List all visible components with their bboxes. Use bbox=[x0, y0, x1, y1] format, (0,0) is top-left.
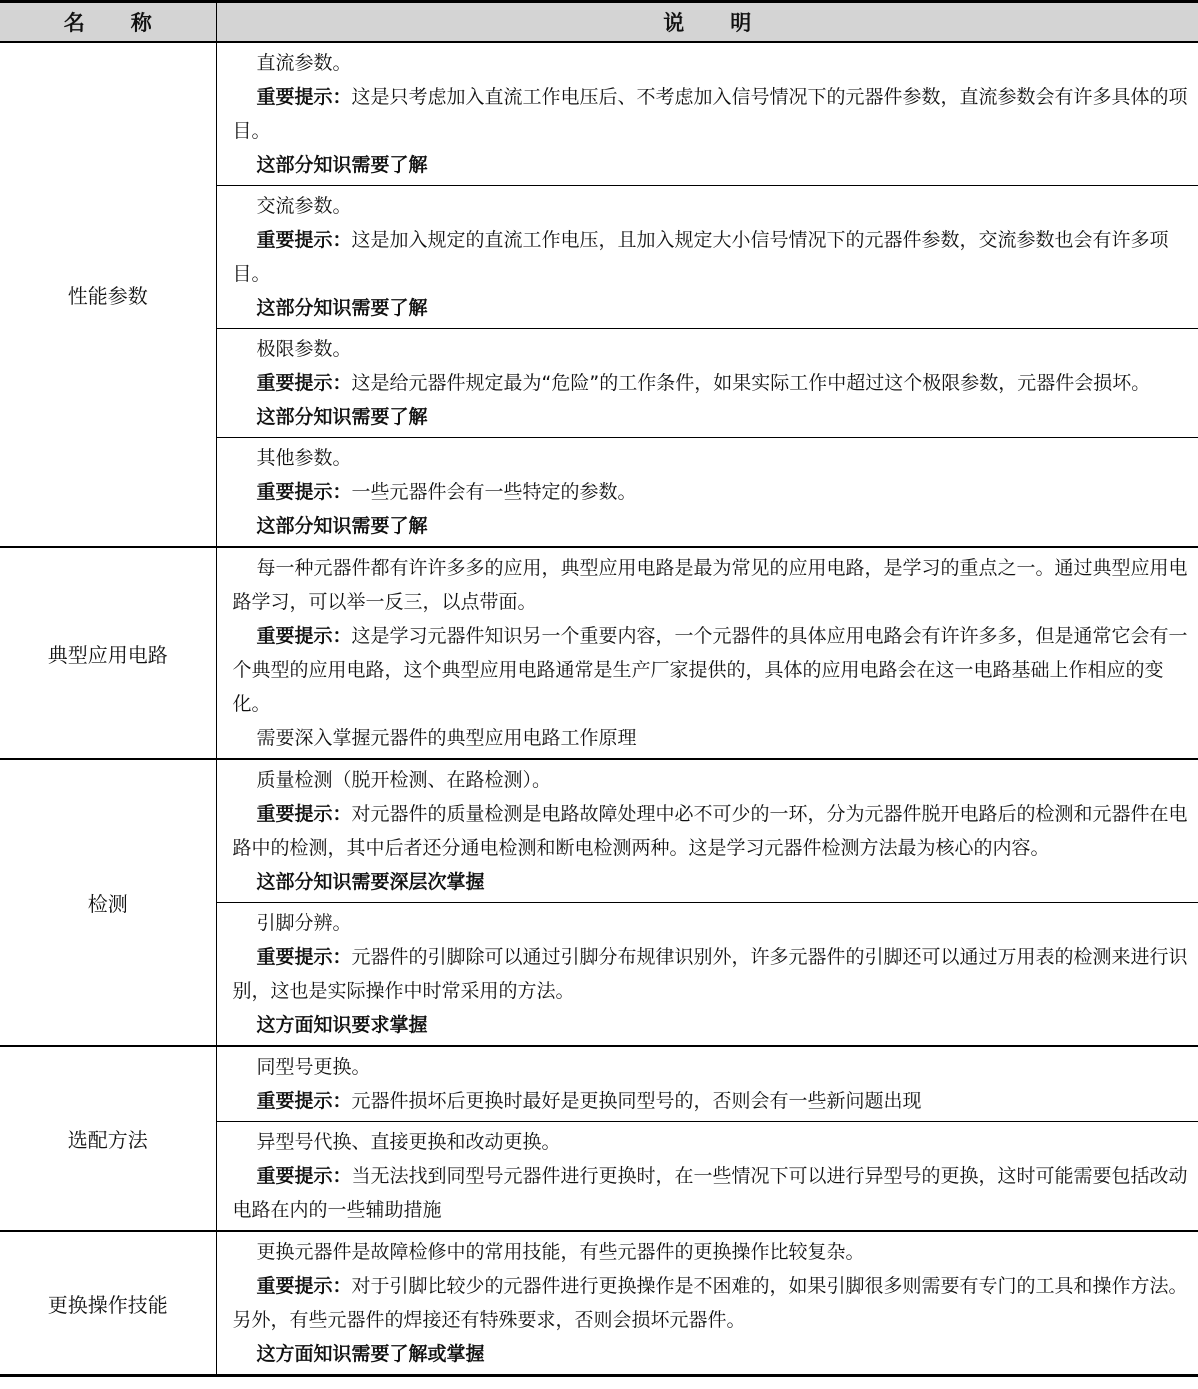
cell-note: 这部分知识需要了解 bbox=[256, 406, 428, 428]
cell-note: 这方面知识需要了解或掌握 bbox=[256, 1343, 485, 1365]
cell-note: 这部分知识需要了解 bbox=[256, 154, 428, 176]
desc-cell bbox=[216, 759, 1198, 903]
hint-text: 对于引脚比较少的元器件进行更换操作是不困难的，如果引脚很多则需要有专门的工具和操作方法。另外，有些元器件的焊接还有特殊要求，否则会损坏元器件。 bbox=[232, 1275, 1188, 1331]
cell-hint bbox=[233, 1084, 1189, 1118]
desc-cell bbox=[216, 547, 1198, 759]
cell-note: 这部分知识需要了解 bbox=[256, 297, 428, 319]
hint-text: 当无法找到同型号元器件进行更换时，在一些情况下可以进行异型号的更换，这时可能需要包括改动电路在内的一些辅助措施 bbox=[232, 1165, 1188, 1221]
cell-note: 这部分知识需要了解 bbox=[256, 515, 428, 537]
hint-label: 重要提示： bbox=[256, 1090, 352, 1112]
hint-text: 这是加入规定的直流工作电压，且加入规定大小信号情况下的元器件参数，交流参数也会有许多项目。 bbox=[232, 229, 1169, 285]
cell-title: 异型号代换、直接更换和改动更换。 bbox=[256, 1131, 561, 1153]
table-row bbox=[0, 759, 1198, 903]
cell-hint bbox=[233, 1159, 1189, 1227]
hint-label: 重要提示： bbox=[256, 1165, 352, 1187]
cell-title: 极限参数。 bbox=[256, 338, 352, 360]
group-name-replacement-skill: 更换操作技能 bbox=[0, 1231, 216, 1376]
table-row bbox=[0, 1046, 1198, 1122]
cell-note: 这方面知识要求掌握 bbox=[256, 1014, 428, 1036]
cell-hint bbox=[233, 1269, 1189, 1337]
cell-hint bbox=[233, 223, 1189, 291]
group-name-selection: 选配方法 bbox=[0, 1046, 216, 1231]
hint-text: 元器件的引脚除可以通过引脚分布规律识别外，许多元器件的引脚还可以通过万用表的检测来进行识别，这也是实际操作中时常采用的方法。 bbox=[232, 946, 1188, 1002]
cell-hint bbox=[233, 80, 1189, 148]
table-row bbox=[0, 1231, 1198, 1376]
cell-title: 交流参数。 bbox=[256, 195, 352, 217]
cell-hint bbox=[233, 797, 1189, 865]
table-row bbox=[0, 42, 1198, 186]
cell-note: 需要深入掌握元器件的典型应用电路工作原理 bbox=[256, 727, 637, 749]
desc-cell bbox=[216, 186, 1198, 329]
cell-title: 直流参数。 bbox=[256, 52, 352, 74]
desc-cell bbox=[216, 1046, 1198, 1122]
cell-title: 其他参数。 bbox=[256, 447, 352, 469]
desc-cell bbox=[216, 1122, 1198, 1232]
hint-label: 重要提示： bbox=[256, 86, 352, 108]
hint-text: 这是给元器件规定最为“危险”的工作条件，如果实际工作中超过这个极限参数，元器件会损坏。 bbox=[351, 372, 1151, 394]
hint-label: 重要提示： bbox=[256, 229, 352, 251]
group-name-performance: 性能参数 bbox=[0, 42, 216, 547]
cell-hint bbox=[233, 366, 1189, 400]
cell-title: 每一种元器件都有许许多多的应用，典型应用电路是最为常见的应用电路，是学习的重点之一。通过典型应用电路学习，可以举一反三，以点带面。 bbox=[232, 557, 1188, 613]
desc-cell bbox=[216, 329, 1198, 438]
header-name: 名称 bbox=[0, 2, 216, 43]
hint-label: 重要提示： bbox=[256, 1275, 352, 1297]
group-name-typical-circuit: 典型应用电路 bbox=[0, 547, 216, 759]
hint-label: 重要提示： bbox=[256, 481, 352, 503]
cell-note: 这部分知识需要深层次掌握 bbox=[256, 871, 485, 893]
desc-cell bbox=[216, 438, 1198, 548]
cell-hint bbox=[233, 940, 1189, 1008]
hint-label: 重要提示： bbox=[256, 372, 352, 394]
cell-hint bbox=[233, 619, 1189, 721]
cell-title: 更换元器件是故障检修中的常用技能，有些元器件的更换操作比较复杂。 bbox=[256, 1241, 865, 1263]
hint-text: 这是学习元器件知识另一个重要内容，一个元器件的具体应用电路会有许许多多，但是通常它会有一个典型的应用电路，这个典型应用电路通常是生产厂家提供的，具体的应用电路会在这一电路基础上作相应的变化。 bbox=[232, 625, 1188, 715]
desc-cell bbox=[216, 903, 1198, 1047]
hint-label: 重要提示： bbox=[256, 625, 352, 647]
hint-label: 重要提示： bbox=[256, 946, 352, 968]
hint-text: 对元器件的质量检测是电路故障处理中必不可少的一环，分为元器件脱开电路后的检测和元器件在电路中的检测，其中后者还分通电检测和断电检测两种。这是学习元器件检测方法最为核心的内容。 bbox=[232, 803, 1188, 859]
group-name-detection: 检测 bbox=[0, 759, 216, 1046]
table-row bbox=[0, 547, 1198, 759]
cell-title: 同型号更换。 bbox=[256, 1056, 371, 1078]
hint-text: 元器件损坏后更换时最好是更换同型号的，否则会有一些新问题出现 bbox=[351, 1090, 922, 1112]
cell-title: 质量检测（脱开检测、在路检测）。 bbox=[256, 769, 552, 791]
header-desc: 说明 bbox=[216, 2, 1198, 43]
hint-text: 一些元器件会有一些特定的参数。 bbox=[351, 481, 637, 503]
cell-title: 引脚分辨。 bbox=[256, 912, 352, 934]
desc-cell bbox=[216, 1231, 1198, 1376]
desc-cell bbox=[216, 42, 1198, 186]
hint-text: 这是只考虑加入直流工作电压后、不考虑加入信号情况下的元器件参数，直流参数会有许多具体的项目。 bbox=[232, 86, 1188, 142]
header-row bbox=[0, 2, 1198, 43]
cell-hint bbox=[233, 475, 1189, 509]
hint-label: 重要提示： bbox=[256, 803, 352, 825]
